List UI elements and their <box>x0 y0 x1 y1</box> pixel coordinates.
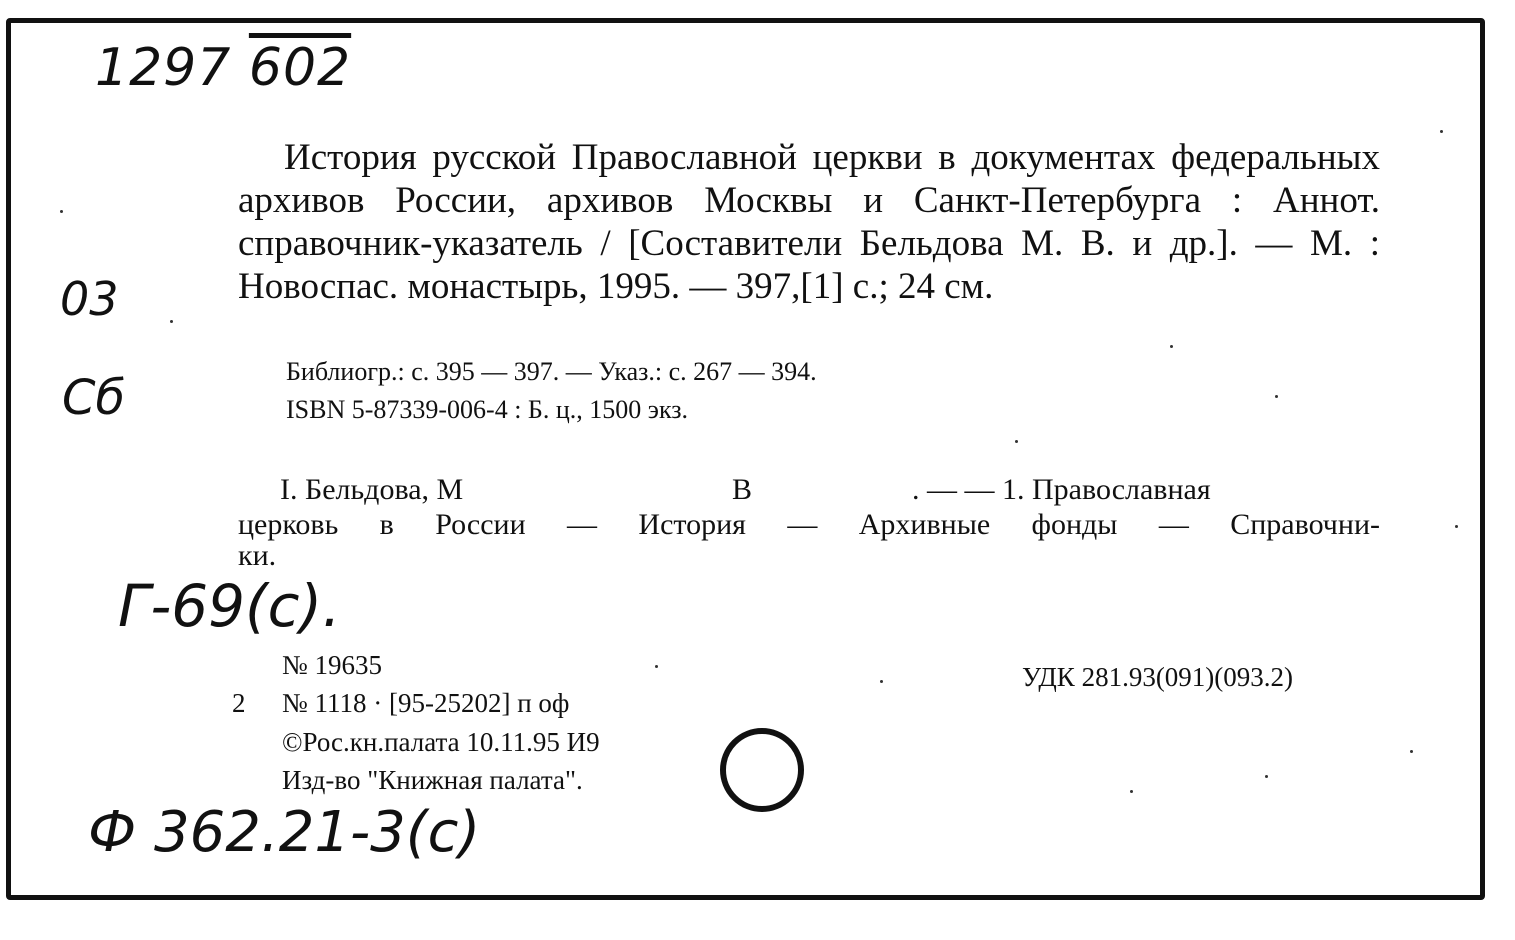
speck <box>880 680 883 683</box>
speck <box>1455 525 1458 528</box>
margin-code-sb: Сб <box>62 370 126 426</box>
shelfmark <box>95 38 351 98</box>
shelfmark-fraction: 602 <box>248 38 352 98</box>
speck <box>1130 790 1133 793</box>
margin-code-03: 03 <box>60 272 119 326</box>
bibliographic-description <box>238 136 1380 308</box>
copyright-line: ©Рос.кн.палата 10.11.95 И9 <box>282 727 600 757</box>
copies-count: 2 <box>232 688 246 718</box>
speck <box>60 210 63 213</box>
speck <box>1015 440 1018 443</box>
speck <box>1265 775 1268 778</box>
udk-code: УДК 281.93(091)(093.2) <box>1022 662 1294 692</box>
record-number: № 19635 <box>282 650 383 680</box>
isbn-line: ISBN 5-87339-006-4 : Б. ц., 1500 экз. <box>286 395 688 424</box>
speck <box>1275 395 1278 398</box>
bibliography-note: Библиогр.: с. 395 — 397. — Указ.: с. 267 — 394. <box>286 357 817 386</box>
speck <box>170 320 173 323</box>
tracing-subjects-start: . — — 1. Православная <box>912 473 1211 506</box>
speck <box>1170 345 1173 348</box>
circle-stamp <box>720 728 804 812</box>
tracing-subjects-end: ки. <box>238 539 277 572</box>
speck <box>1440 130 1443 133</box>
speck <box>1410 750 1413 753</box>
publisher-line: Изд-во "Книжная палата". <box>282 765 583 795</box>
tracing-initial: В <box>732 473 753 506</box>
tracing-subjects: церковь в России — История — Архивные фонды — Справочни- <box>238 508 1380 541</box>
handwritten-call-number: Г-69(с). <box>118 572 341 640</box>
handwritten-shelf-code: Ф 362.21-3(с) <box>88 800 481 865</box>
shelfmark-main: 1297 <box>95 38 232 98</box>
description-text: История русской Православной церкви в документах федеральных архивов России, архивов Москвы и Санкт-Петербурга : Аннот. справочник-указатель / [Составители Бельдова М. В. и др.]. — М. : Новоспас. монастырь, 1995. — 397,[1] с.; 24 см. <box>238 137 1380 307</box>
print-number: № 1118 · [95-25202] п оф <box>282 688 570 718</box>
tracing-author: I. Бельдова, М <box>280 473 464 506</box>
speck <box>655 665 658 668</box>
